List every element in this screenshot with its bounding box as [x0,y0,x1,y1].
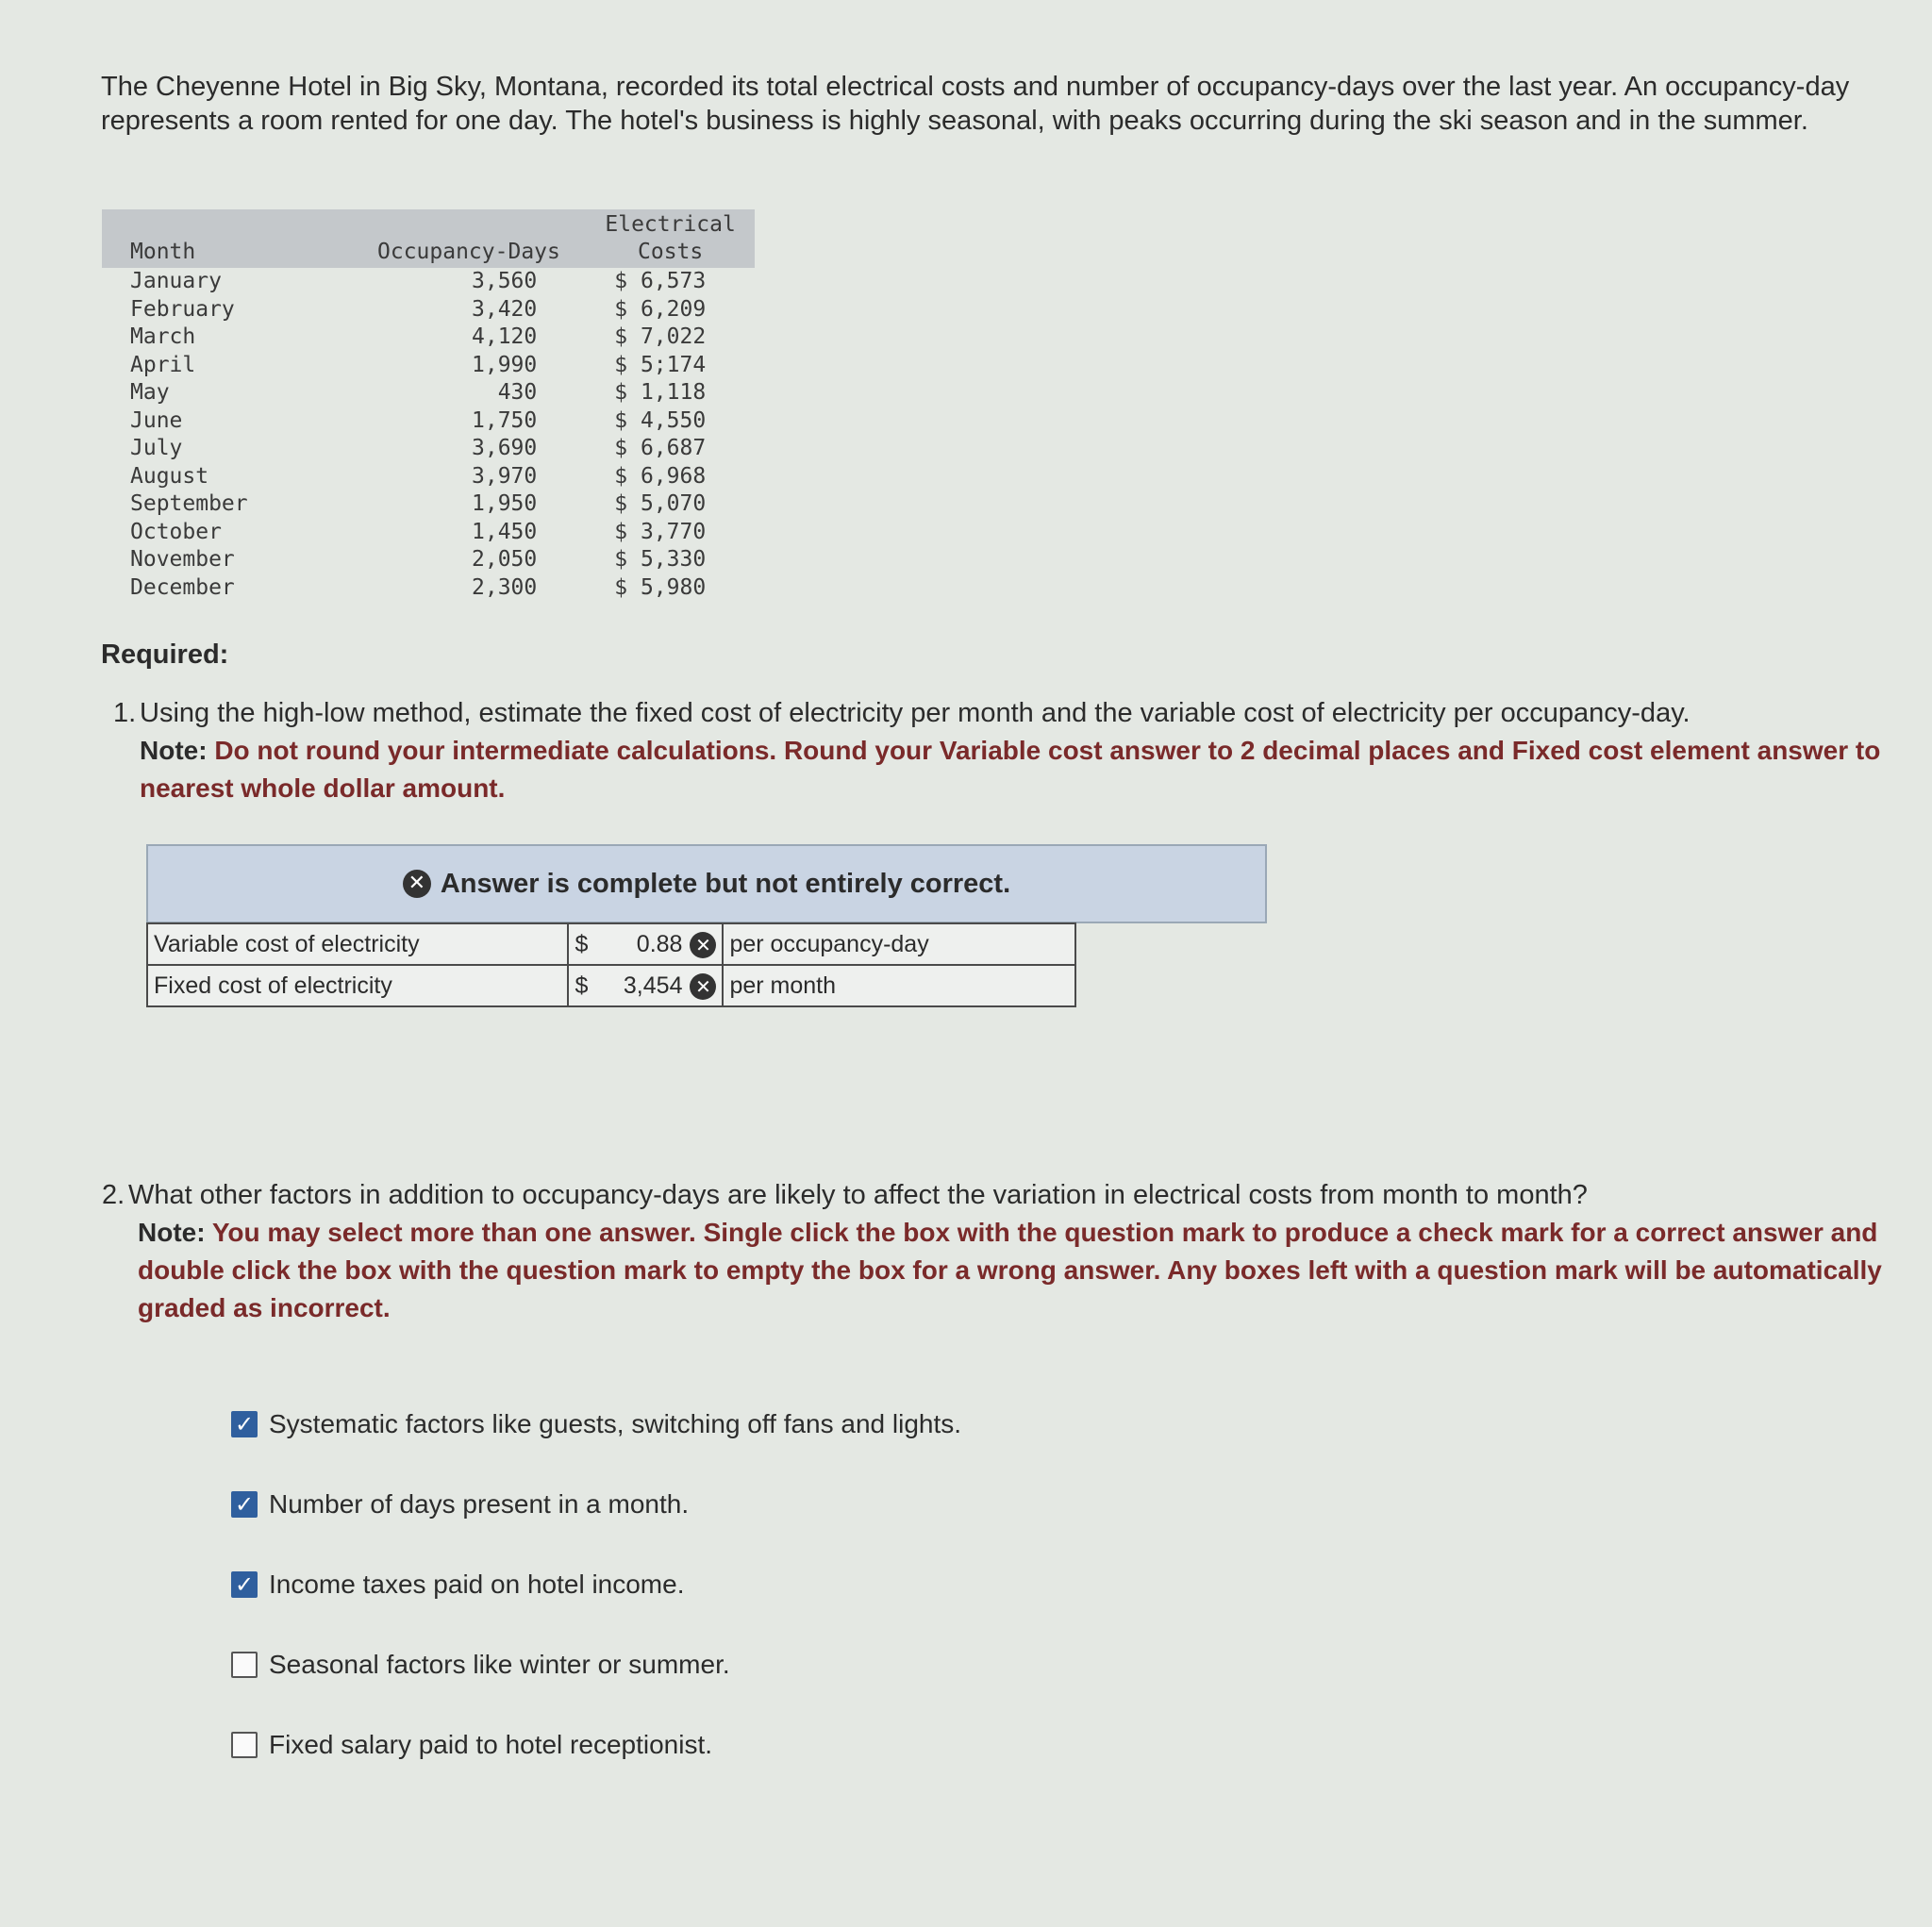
cell-month: March [130,324,196,349]
table-row [102,296,755,324]
cell-cost: $ 5,070 [614,491,707,516]
answer-status-banner [146,844,1267,923]
cell-month: July [130,436,183,460]
checkbox[interactable]: ✓ [231,1491,258,1518]
header-cost-line1: Electrical [605,212,736,237]
answer-label: Fixed cost of electricity [147,965,568,1006]
cell-occupancy: 430 [497,380,538,405]
option-income-taxes [231,1566,961,1603]
cell-occupancy: 1,990 [472,352,538,377]
question-1-text: Using the high-low method, estimate the fixed cost of electricity per month and the variable cost of electricity per occupancy-day. [140,698,1690,728]
answer-table [146,922,1076,1007]
cell-month: February [130,296,235,322]
cell-month: May [130,380,170,405]
table-row [102,490,755,519]
cell-month: December [130,574,235,600]
option-seasonal-factors [231,1646,961,1684]
option-days-in-month [231,1486,961,1523]
dollar-sign: $ [575,930,589,957]
question-2-note [102,1214,1913,1327]
answer-row-variable [147,923,1075,965]
option-label: Seasonal factors like winter or summer. [269,1650,730,1679]
table-row [102,463,755,491]
question-2-number: 2. [102,1180,125,1210]
header-month: Month [102,209,352,268]
question-2-text: What other factors in addition to occupancy-days are likely to affect the variation in electrical costs from month to month? [128,1180,1588,1210]
option-label: Income taxes paid on hotel income. [269,1570,685,1599]
cell-occupancy: 2,050 [472,547,538,572]
cell-occupancy: 3,690 [472,436,538,460]
cell-month: April [130,352,196,377]
cell-cost: $ 4,550 [614,407,707,433]
checkbox[interactable] [231,1732,258,1758]
note-label: Note: [140,736,208,765]
answer-row-fixed [147,965,1075,1006]
incorrect-icon: ✕ [690,932,716,958]
cell-occupancy: 4,120 [472,324,538,349]
table-row [102,324,755,352]
cell-month: September [130,491,248,516]
option-label: Number of days present in a month. [269,1489,690,1519]
cell-month: August [130,463,209,489]
checkbox[interactable]: ✓ [231,1411,258,1437]
header-occupancy: Occupancy-Days [352,209,587,268]
note-label: Note: [138,1218,206,1247]
cell-cost: $ 5;174 [614,352,707,377]
cell-cost: $ 6,687 [614,436,707,460]
checkbox[interactable] [231,1652,258,1678]
incorrect-icon: ✕ [690,973,716,1000]
cell-cost: $ 5,980 [614,574,707,600]
option-fixed-salary [231,1726,961,1764]
note-text: Do not round your intermediate calculations. Round your Variable cost answer to 2 decimal places and Fixed cost element answer to nearest whole dollar amount. [140,736,1881,803]
header-cost-line2: Costs [638,240,704,264]
option-label: Fixed salary paid to hotel receptionist. [269,1730,713,1759]
cell-cost: $ 6,573 [614,269,707,293]
required-heading: Required: [101,640,229,670]
cell-cost: $ 6,209 [614,296,707,322]
cell-month: June [130,407,183,433]
table-row [102,379,755,407]
cell-occupancy: 3,970 [472,463,538,489]
cell-cost: $ 3,770 [614,519,707,544]
cell-month: October [130,519,222,544]
answer-value: 3,454 [623,972,683,999]
cell-occupancy: 1,750 [472,407,538,433]
table-row [102,519,755,547]
table-row [102,546,755,574]
note-text: You may select more than one answer. Single click the box with the question mark to produce a check mark for a correct answer and double click the box with the question mark to empty the box for a wrong answer. Any boxes left with a question mark will be automatically graded as incorrect. [138,1218,1882,1322]
question-2 [102,1176,1913,1327]
answer-status-text: Answer is complete but not entirely correct. [440,868,1011,899]
answer-options [231,1405,961,1806]
table-row [102,407,755,436]
checkbox[interactable]: ✓ [231,1571,258,1598]
fixed-cost-input[interactable] [568,965,723,1006]
question-1-note [113,732,1887,807]
table-row [102,435,755,463]
cell-cost: $ 5,330 [614,547,707,572]
answer-label: Variable cost of electricity [147,923,568,965]
header-cost [586,209,755,268]
cell-month: January [130,269,222,293]
answer-value: 0.88 [636,930,683,957]
answer-unit: per occupancy-day [723,923,1075,965]
answer-unit: per month [723,965,1075,1006]
question-1 [113,694,1887,807]
x-circle-icon: ✕ [403,870,431,898]
option-systematic-factors [231,1405,961,1443]
variable-cost-input[interactable] [568,923,723,965]
table-header-row [102,209,755,268]
cell-occupancy: 1,450 [472,519,538,544]
cell-occupancy: 1,950 [472,491,538,516]
cell-occupancy: 3,420 [472,296,538,322]
cell-month: November [130,547,235,572]
cell-occupancy: 3,560 [472,269,538,293]
option-label: Systematic factors like guests, switching off fans and lights. [269,1409,962,1438]
cell-cost: $ 6,968 [614,463,707,489]
table-row [102,352,755,380]
table-row [102,574,755,603]
data-table [102,209,755,602]
intro-text: The Cheyenne Hotel in Big Sky, Montana, recorded its total electrical costs and number of occupancy-days over the last year. An occupancy-day represents a room rented for one day. The hotel's business is highly seasonal, with peaks occurring during the ski season and in the summer. [101,72,1850,136]
cell-cost: $ 1,118 [614,380,707,405]
cell-occupancy: 2,300 [472,574,538,600]
question-1-number: 1. [113,698,137,728]
table-row [102,268,755,296]
dollar-sign: $ [575,972,589,999]
cell-cost: $ 7,022 [614,324,707,349]
